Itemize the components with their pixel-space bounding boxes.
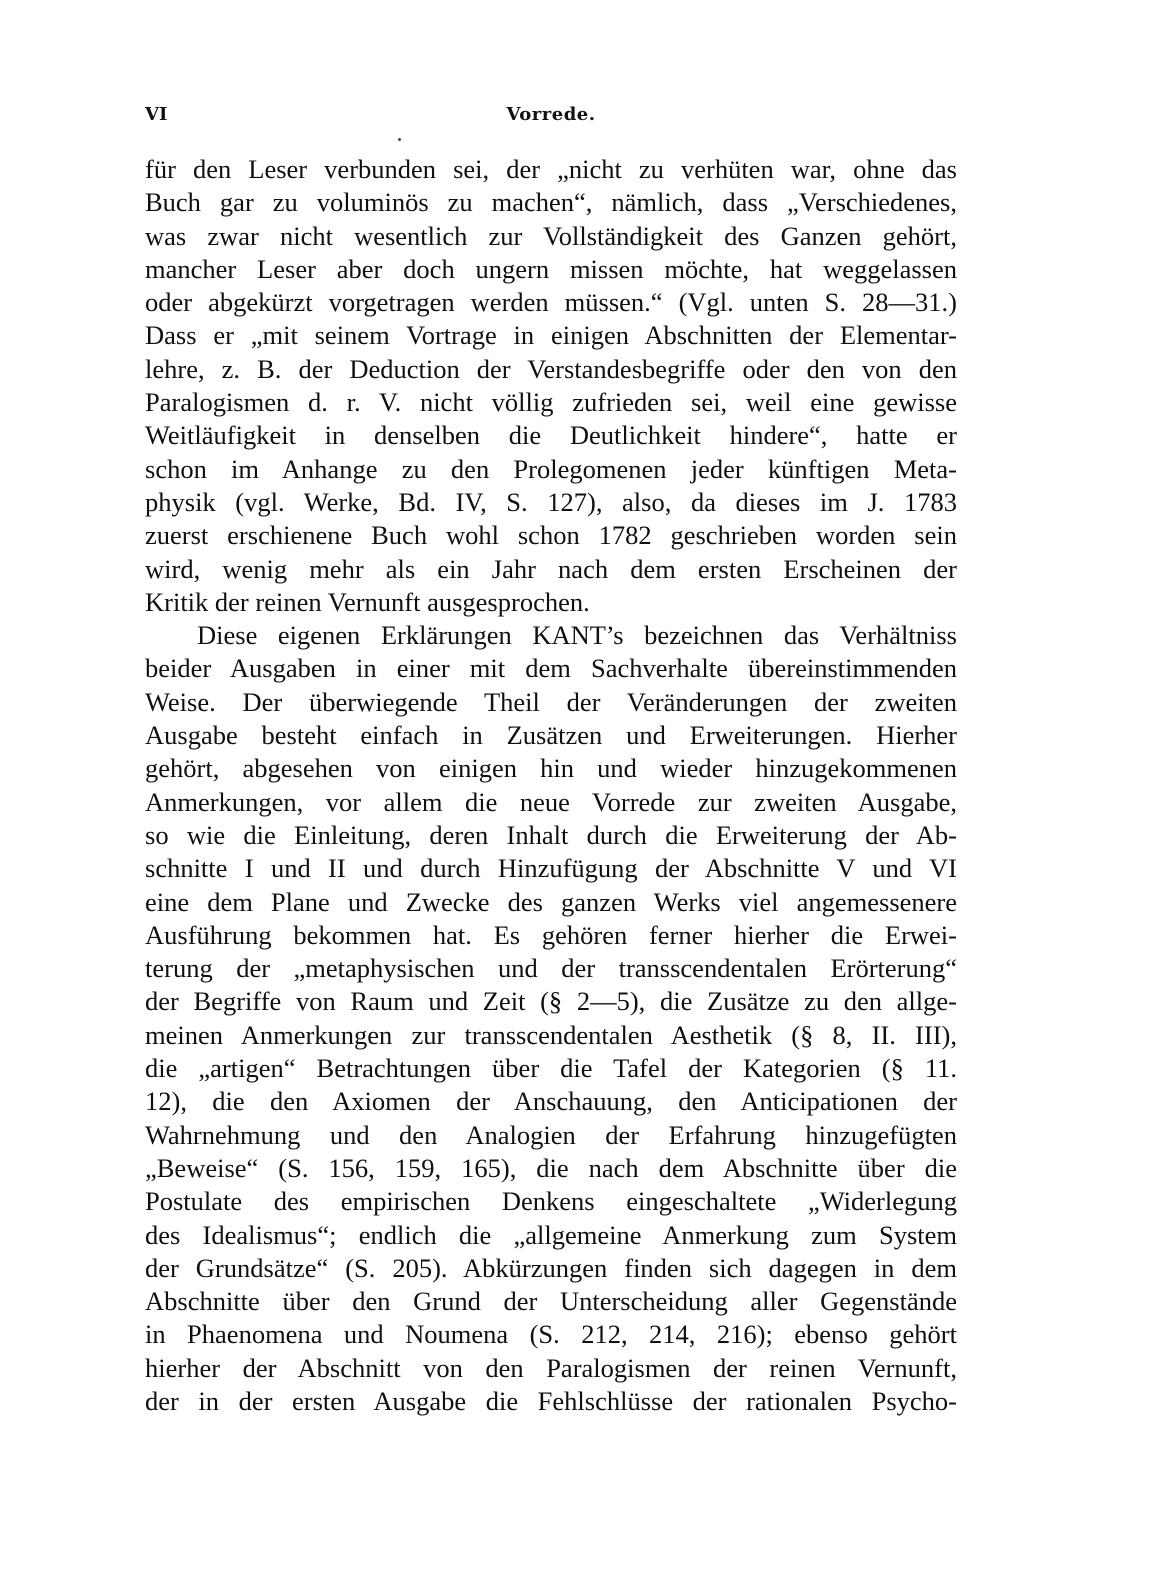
text-line: Diese eigenen Erklärungen KANT’s bezeichnen das Verhältniss [197,620,957,651]
running-head: Vorrede. [506,104,596,125]
text-line: der in der ersten Ausgabe die Fehlschlüsse der rationalen Psycho- [145,1385,957,1416]
text-line: schon im Anhange zu den Prolegomenen jeder künftigen Meta- [145,453,957,484]
text-line: Weitläufigkeit in denselben die Deutlichkeit hindere“, hatte er [145,420,957,451]
text-line: schnitte I und II und durch Hinzufügung der Abschnitte V und VI [145,853,957,884]
text-line: zuerst erschienene Buch wohl schon 1782 geschrieben worden sein [145,520,957,551]
text-line: Kritik der reinen Vernunft ausgesprochen. [145,586,590,617]
text-line: die „artigen“ Betrachtungen über die Tafel der Kategorien (§ 11. [145,1053,957,1084]
text-line: was zwar nicht wesentlich zur Vollständigkeit des Ganzen gehört, [145,220,957,251]
print-speck [398,138,401,141]
text-line: lehre, z. B. der Deduction der Verstandesbegriffe oder den von den [145,353,957,384]
text-line: für den Leser verbunden sei, der „nicht zu verhüten war, ohne das [145,154,957,184]
text-line: wird, wenig mehr als ein Jahr nach dem ersten Erscheinen der [145,553,957,584]
page-header [145,104,957,136]
text-line: Weise. Der überwiegende Theil der Veränderungen der zweiten [145,686,957,717]
text-line: hierher der Abschnitt von den Paralogismen der reinen Vernunft, [145,1352,957,1383]
text-line: Buch gar zu voluminös zu machen“, nämlich, dass „Verschiedenes, [145,187,957,218]
text-line: mancher Leser aber doch ungern missen möchte, hat weggelassen [145,253,957,284]
text-line: Paralogismen d. r. V. nicht völlig zufrieden sei, weil eine gewisse [145,387,957,418]
text-line: „Beweise“ (S. 156, 159, 165), die nach dem Abschnitte über die [145,1152,957,1183]
text-line: des Idealismus“; endlich die „allgemeine Anmerkung zum System [145,1219,957,1250]
text-line: meinen Anmerkungen zur transscendentalen Aesthetik (§ 8, II. III), [145,1019,957,1050]
text-line: Anmerkungen, vor allem die neue Vorrede zur zweiten Ausgabe, [145,786,957,817]
text-line: terung der „metaphysischen und der transscendentalen Erörterung“ [145,953,957,984]
page-number: VI [145,104,168,125]
text-line: beider Ausgaben in einer mit dem Sachverhalte übereinstimmenden [145,653,957,684]
text-line: gehört, abgesehen von einigen hin und wieder hinzugekommenen [145,753,957,784]
text-line: der Begriffe von Raum und Zeit (§ 2—5), die Zusätze zu den allge- [145,986,957,1017]
text-line: 12), die den Axiomen der Anschauung, den Anticipationen der [145,1086,957,1117]
text-line: Abschnitte über den Grund der Unterscheidung aller Gegenstände [145,1286,957,1317]
text-line: oder abgekürzt vorgetragen werden müssen.“ (Vgl. unten S. 28—31.) [145,287,957,318]
text-line: in Phaenomena und Noumena (S. 212, 214, 216); ebenso gehört [145,1319,957,1350]
text-line: Ausgabe besteht einfach in Zusätzen und Erweiterungen. Hierher [145,720,957,751]
text-line: Dass er „mit seinem Vortrage in einigen Abschnitten der Elementar- [145,320,957,351]
text-line: physik (vgl. Werke, Bd. IV, S. 127), also, da dieses im J. 1783 [145,486,957,517]
text-line: Postulate des empirischen Denkens eingeschaltete „Widerlegung [145,1186,957,1217]
text-line: Ausführung bekommen hat. Es gehören ferner hierher die Erwei- [145,919,957,950]
text-line: so wie die Einleitung, deren Inhalt durch die Erweiterung der Ab- [145,819,957,850]
text-line: eine dem Plane und Zwecke des ganzen Werks viel angemessenere [145,886,957,917]
body-text [145,153,957,1418]
text-line: Wahrnehmung und den Analogien der Erfahrung hinzugefügten [145,1119,957,1150]
text-line: der Grundsätze“ (S. 205). Abkürzungen finden sich dagegen in dem [145,1252,957,1283]
